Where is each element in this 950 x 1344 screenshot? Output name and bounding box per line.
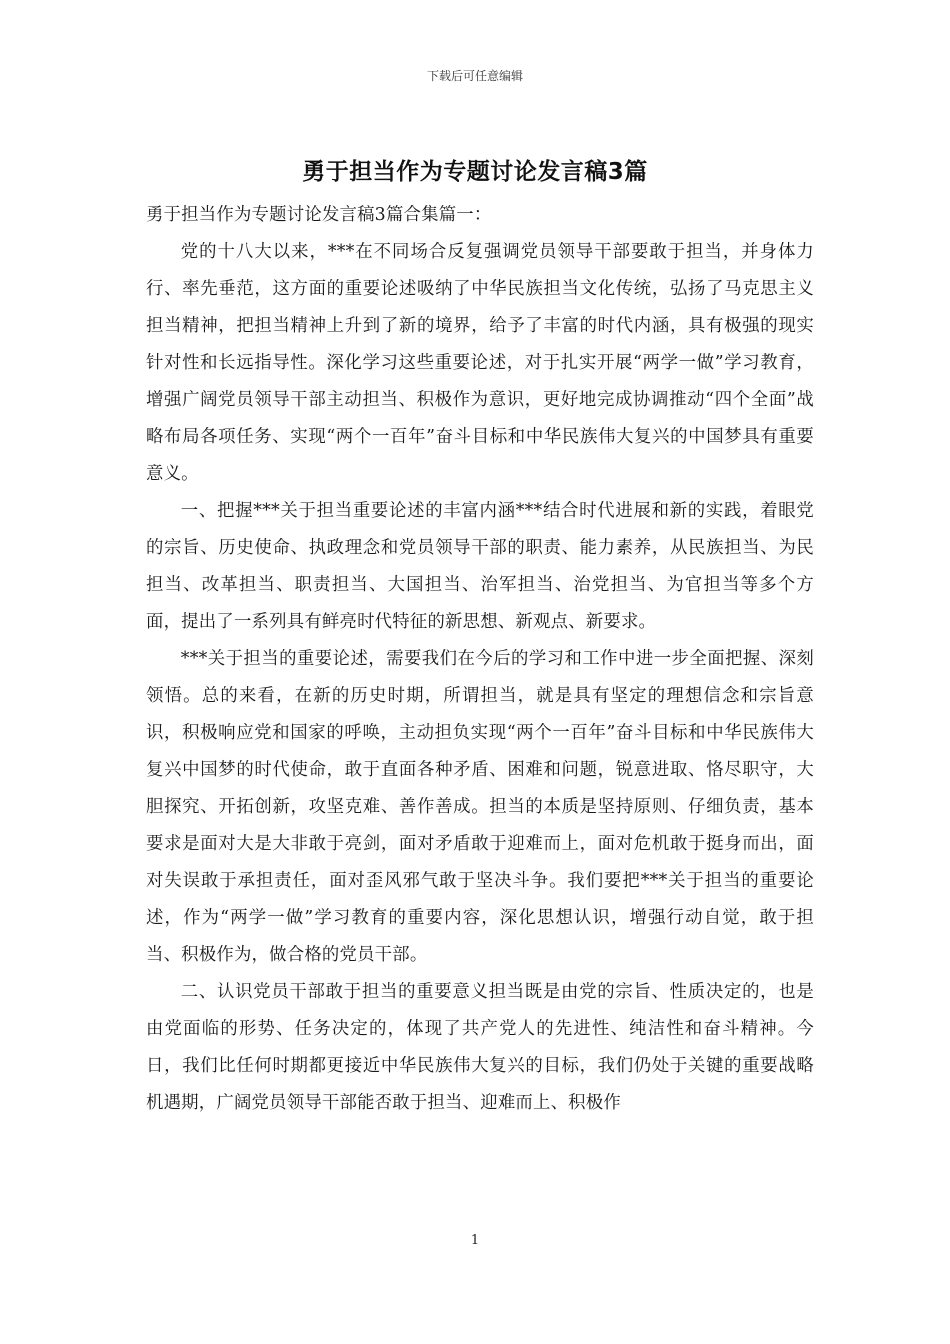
document-body bbox=[146, 197, 814, 1122]
intro-line: 勇于担当作为专题讨论发言稿3篇合集篇一： bbox=[146, 205, 492, 225]
page-header-note: 下载后可任意编辑 bbox=[426, 69, 523, 83]
page-number: 1 bbox=[470, 1233, 480, 1248]
document-title: 勇于担当作为专题讨论发言稿3篇 bbox=[302, 159, 648, 185]
paragraph: 二、认识党员干部敢于担当的重要意义担当既是由党的宗旨、性质决定的，也是由党面临的形势、任务决定的，体现了共产党人的先进性、纯洁性和奋斗精神。今日，我们比任何时期都更接近中华民族伟大复兴的目标，我们仍处于关键的重要战略机遇期，广阔党员领导干部能否敢于担当、迎难而上、积极作 bbox=[146, 982, 814, 1113]
paragraph: 党的十八大以来，***在不同场合反复强调党员领导干部要敢于担当，并身体力行、率先垂范，这方面的重要论述吸纳了中华民族担当文化传统，弘扬了马克思主义担当精神，把担当精神上升到了新的境界，给予了丰富的时代内涵，具有极强的现实针对性和长远指导性。深化学习这些重要论述，对于扎实开展“两学一做”学习教育，增强广阔党员领导干部主动担当、积极作为意识，更好地完成协调推动“四个全面”战略布局各项任务、实现“两个一百年”奋斗目标和中华民族伟大复兴的中国梦具有重要意义。 bbox=[146, 242, 814, 484]
paragraph: 一、把握***关于担当重要论述的丰富内涵***结合时代进展和新的实践，着眼党的宗旨、历史使命、执政理念和党员领导干部的职责、能力素养，从民族担当、为民担当、改革担当、职责担当、大国担当、治军担当、治党担当、为官担当等多个方面，提出了一系列具有鲜亮时代特征的新思想、新观点、新要求。 bbox=[146, 501, 814, 632]
paragraph: ***关于担当的重要论述，需要我们在今后的学习和工作中进一步全面把握、深刻领悟。总的来看，在新的历史时期，所谓担当，就是具有坚定的理想信念和宗旨意识，积极响应党和国家的呼唤，主动担负实现“两个一百年”奋斗目标和中华民族伟大复兴中国梦的时代使命，敢于直面各种矛盾、困难和问题，锐意进取、恪尽职守，大胆探究、开拓创新，攻坚克难、善作善成。担当的本质是坚持原则、仔细负责，基本要求是面对大是大非敢于亮剑，面对矛盾敢于迎难而上，面对危机敢于挺身而出，面对失误敢于承担责任，面对歪风邪气敢于坚决斗争。我们要把***关于担当的重要论述，作为“两学一做”学习教育的重要内容，深化思想认识，增强行动自觉，敢于担当、积极作为，做合格的党员干部。 bbox=[146, 649, 814, 965]
